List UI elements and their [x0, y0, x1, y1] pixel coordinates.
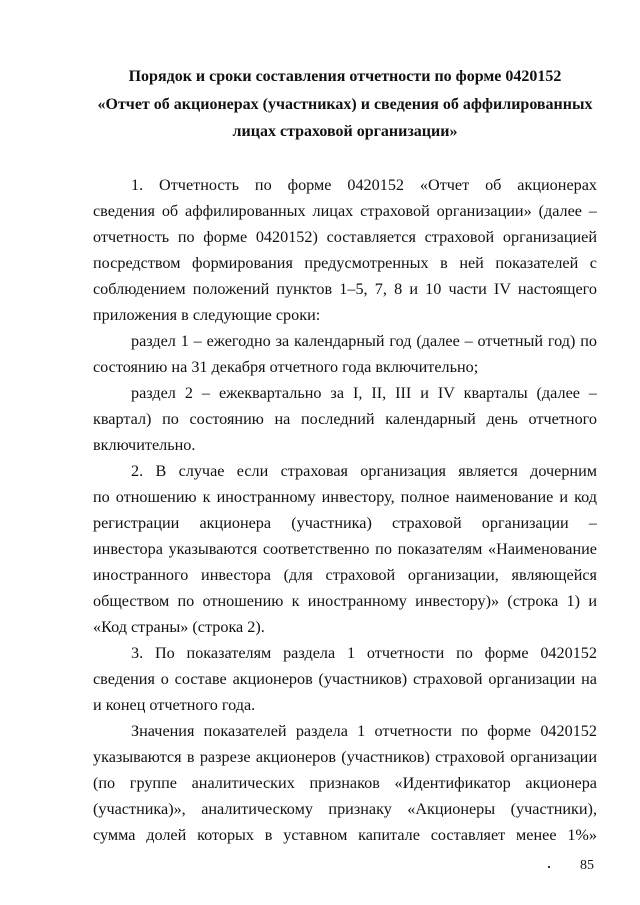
title-line: лицах страховой организации»: [232, 123, 458, 140]
document-title: [80, 63, 610, 146]
text-line: Значения показателей раздела 1 отчетности по форме 0420152: [131, 722, 597, 740]
text-line: соблюдением положений пунктов 1–5, 7, 8 и 10 части IV настоящего: [93, 280, 597, 298]
text-line: «Код страны» (строка 2).: [93, 618, 265, 636]
text-line: приложения в следующие сроки:: [93, 306, 321, 324]
text-line: включительно.: [93, 436, 196, 454]
paragraph: [93, 328, 597, 380]
text-line: сведения об аффилированных лицах страховой организации» (далее –: [93, 202, 597, 220]
text-line: раздел 1 – ежегодно за календарный год (далее – отчетный год) по: [131, 332, 597, 350]
paragraph: [93, 380, 597, 458]
text-line: состоянию на 31 декабря отчетного года включительно;: [93, 358, 479, 376]
text-line: 3. По показателям раздела 1 отчетности по форме 0420152: [131, 644, 597, 662]
text-line: регистрации акционера (участника) страховой организации –: [93, 514, 597, 532]
text-line: квартал) по состоянию на последний календарный день отчетного: [93, 410, 597, 428]
scan-dot: [548, 866, 550, 868]
text-line: посредством формирования предусмотренных в ней показателей с: [93, 254, 597, 272]
text-line: по отношению к иностранному инвестору, полное наименование и код: [93, 488, 597, 506]
text-line: инвестора указываются соответственно по показателям «Наименование: [93, 540, 597, 558]
text-line: 1. Отчетность по форме 0420152 «Отчет об акционерах: [131, 176, 597, 194]
document-body: [93, 172, 597, 848]
text-line: раздел 2 – ежеквартально за I, II, III и IV кварталы (далее –: [131, 384, 597, 402]
text-line: обществом по отношению к иностранному инвестору)» (строка 1) и: [93, 592, 597, 610]
text-line: отчетность по форме 0420152) составляется страховой организацией: [93, 228, 597, 246]
text-line: иностранного инвестора (для страховой организации, являющейся: [93, 566, 597, 584]
text-line: (по группе аналитических признаков «Идентификатор акционера: [93, 774, 597, 792]
paragraph: [93, 640, 597, 718]
paragraph: [93, 718, 597, 848]
page-number: 85: [580, 858, 594, 873]
text-line: (участника)», аналитическому признаку «Акционеры (участники),: [93, 800, 597, 818]
text-line: сведения о составе акционеров (участников) страховой организации на: [93, 670, 597, 688]
title-line: «Отчет об акционерах (участниках) и сведения об аффилированных: [97, 95, 593, 113]
text-line: и конец отчетного года.: [93, 696, 256, 714]
text-line: указываются в разрезе акционеров (участников) страховой организации: [93, 748, 597, 766]
title-line: Порядок и сроки составления отчетности по форме 0420152: [128, 68, 562, 85]
paragraph: [93, 172, 597, 328]
paragraph: [93, 458, 597, 640]
text-line: сумма долей которых в уставном капитале составляет менее 1%»: [93, 826, 597, 844]
text-line: 2. В случае если страховая организация является дочерним: [131, 462, 597, 480]
